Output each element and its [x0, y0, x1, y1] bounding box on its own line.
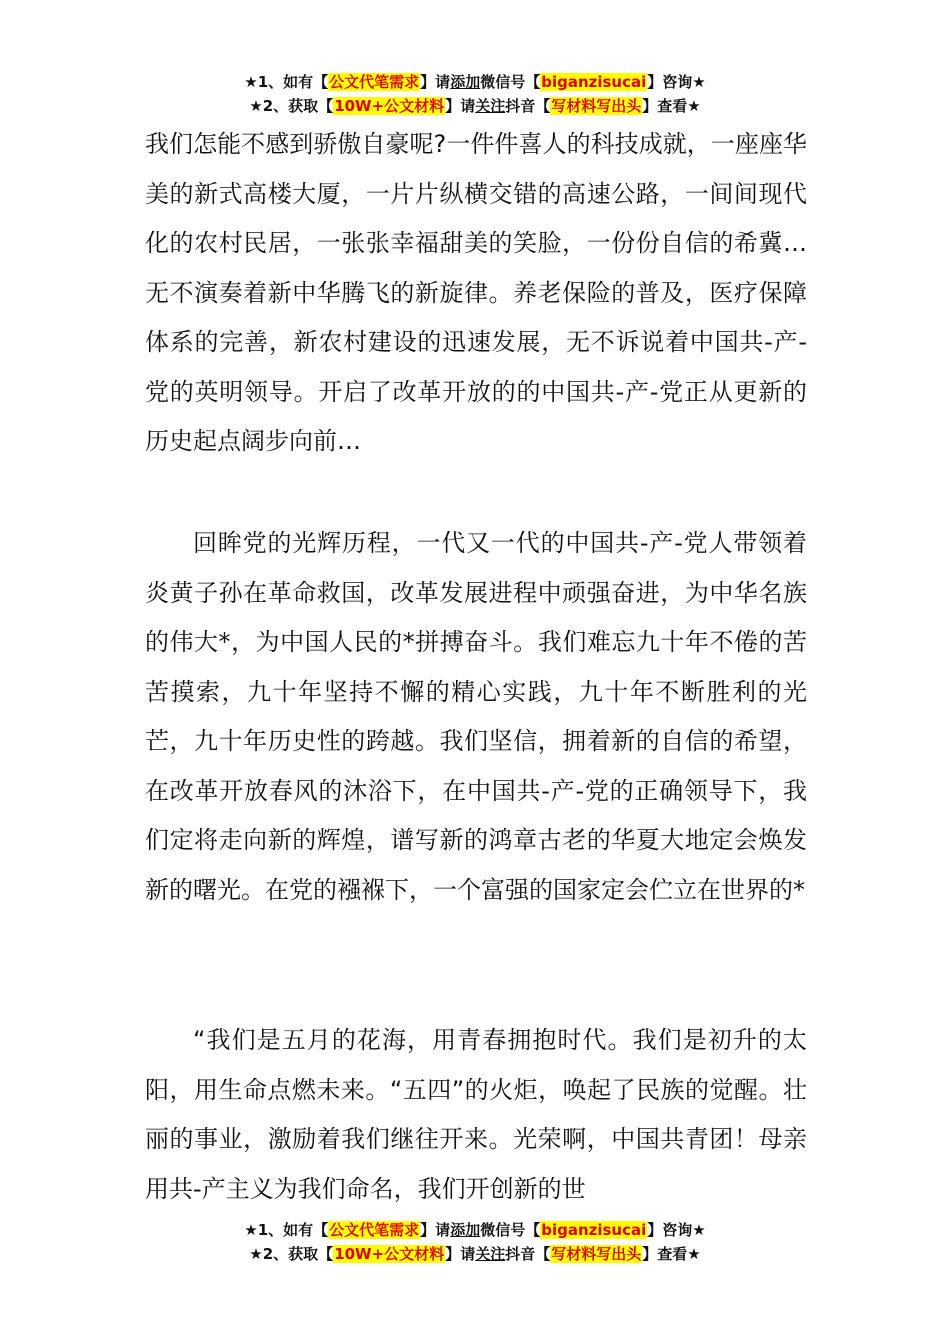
banner-text: 】请	[445, 1245, 476, 1263]
banner-underline: 添加	[450, 1221, 481, 1239]
banner-text: 抖音【	[505, 1245, 551, 1263]
paragraph: 回眸党的光辉历程，一代又一代的中国共-产-党人带领着炎黄子孙在革命救国，改革发展进程中顽强奋进，为中华名族的伟大*，为中国人民的*拼搏奋斗。我们难忘九十年不倦的苦苦摸索，九十年坚持不懈的精心实践，九十年不断胜利的光芒，九十年历史性的跨越。我们坚信，拥着新的自信的希望，在改革开放春风的沐浴下，在中国共-产-党的正确领导下，我们定将走向新的辉煌，谱写新的鸿章古老的华夏大地定会焕发新的曙光。在党的襁褓下，一个富强的国家定会伫立在世界的*	[145, 529, 807, 904]
banner-underline: 关注	[475, 97, 506, 115]
banner-line-2	[0, 1242, 950, 1266]
paragraph-1-block	[145, 120, 807, 467]
paragraph-3-block	[145, 1016, 807, 1214]
banner-underline: 关注	[475, 1245, 506, 1263]
paragraph: “我们是五月的花海，用青春拥抱时代。我们是初升的太阳，用生命点燃未来。“五四”的火炬，唤起了民族的觉醒。壮丽的事业，激励着我们继往开来。光荣啊，中国共青团！母亲用共-产主义为我们命名，我们开创新的世	[145, 1026, 807, 1203]
footer-banner	[0, 1218, 950, 1266]
banner-highlight: biganzisucai	[541, 1221, 647, 1239]
banner-text: 抖音【	[505, 97, 551, 115]
banner-text: 】请	[420, 1221, 451, 1239]
banner-text: 微信号【	[480, 73, 541, 91]
banner-text: ★1、如有【	[244, 73, 329, 91]
banner-underline: 添加	[450, 73, 481, 91]
banner-highlight: 写材料写出头	[551, 1245, 642, 1263]
banner-highlight: 公文代笔需求	[329, 73, 420, 91]
banner-text: ★1、如有【	[244, 1221, 329, 1239]
banner-highlight: 写材料写出头	[551, 97, 642, 115]
banner-highlight: 公文代笔需求	[329, 1221, 420, 1239]
banner-text: 】请	[420, 73, 451, 91]
banner-text: 微信号【	[480, 1221, 541, 1239]
banner-text: ★2、获取【	[249, 1245, 334, 1263]
banner-text: 】咨询★	[647, 1221, 706, 1239]
banner-line-1	[0, 1218, 950, 1242]
paragraph: 我们怎能不感到骄傲自豪呢?一件件喜人的科技成就，一座座华美的新式高楼大厦，一片片纵横交错的高速公路，一间间现代化的农村民居，一张张幸福甜美的笑脸，一份份自信的希冀…无不演奏着新中华腾飞的新旋律。养老保险的普及，医疗保障体系的完善，新农村建设的迅速发展，无不诉说着中国共-产-党的英明领导。开启了改革开放的的中国共-产-党正从更新的历史起点阔步向前…	[145, 130, 807, 455]
banner-text: 】咨询★	[647, 73, 706, 91]
banner-text: 】查看★	[642, 97, 701, 115]
banner-highlight: 10W+公文材料	[334, 1245, 445, 1263]
banner-highlight: biganzisucai	[541, 73, 647, 91]
banner-highlight: 10W+公文材料	[334, 97, 445, 115]
banner-text: 】查看★	[642, 1245, 701, 1263]
header-banner	[0, 70, 950, 118]
banner-line-1	[0, 70, 950, 94]
banner-line-2	[0, 94, 950, 118]
banner-text: ★2、获取【	[249, 97, 334, 115]
banner-text: 】请	[445, 97, 476, 115]
paragraph-2-block	[145, 519, 807, 915]
